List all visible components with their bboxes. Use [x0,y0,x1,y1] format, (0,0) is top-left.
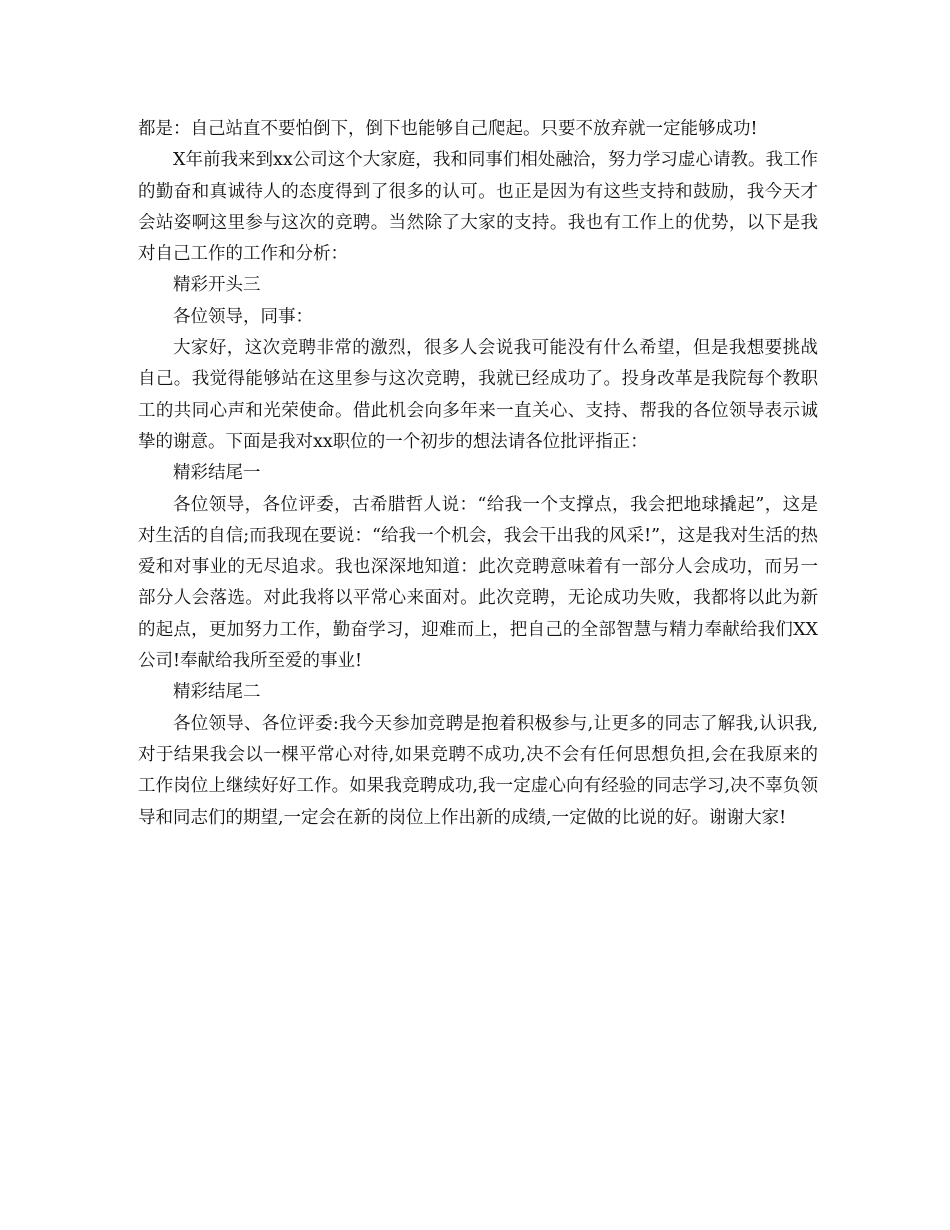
paragraph-closing-one-body: 各位领导，各位评委，古希腊哲人说：“给我一个支撑点，我会把地球撬起”，这是对生活的自信;而我现在要说：“给我一个机会，我会干出我的风采!”，这是我对生活的热爱和对事业的无尽追求。我也深深地知道：此次竞聘意味着有一部分人会成功，而另一部分人会落选。对此我将以平常心来面对。此次竞聘，无论成功失败，我都将以此为新的起点，更加努力工作，勤奋学习，迎难而上，把自己的全部智慧与精力奉献给我们XX公司!奉献给我所至爱的事业! [138,494,818,672]
salutation: 各位领导，同事： [173,306,313,327]
paragraph-continuation: 都是：自己站直不要怕倒下，倒下也能够自己爬起。只要不放弃就一定能够成功! [138,119,758,139]
paragraph-closing-two-body: 各位领导、各位评委:我今天参加竞聘是抱着积极参与,让更多的同志了解我,认识我,对于结果我会以一棵平常心对待,如果竞聘不成功,决不会有任何思想负担,会在我原来的工作岗位上继续好好工作。如果我竞聘成功,我一定虚心向有经验的同志学习,决不辜负领导和同志们的期望,一定会在新的岗位上作出新的成绩,一定做的比说的好。谢谢大家! [138,713,818,828]
section-heading-closing-two: 精彩结尾二 [173,682,261,703]
paragraph-opening-three-body: 大家好，这次竞聘非常的激烈，很多人会说我可能没有什么希望，但是我想要挑战自己。我觉得能够站在这里参与这次竞聘，我就已经成功了。投身改革是我院每个教职工的共同心声和光荣使命。借此机会向多年来一直关心、支持、帮我的各位领导表示诚挚的谢意。下面是我对xx职位的一个初步的想法请各位批评指正： [138,338,818,452]
document-body [138,114,818,834]
paragraph-intro-experience: X年前我来到xx公司这个大家庭，我和同事们相处融洽，努力学习虚心请教。我工作的勤奋和真诚待人的态度得到了很多的认可。也正是因为有这些支持和鼓励，我今天才会站姿啊这里参与这次的竞聘。当然除了大家的支持。我也有工作上的优势，以下是我对自己工作的工作和分析： [138,150,818,265]
section-heading-opening-three: 精彩开头三 [173,275,261,296]
section-heading-closing-one: 精彩结尾一 [173,463,261,484]
